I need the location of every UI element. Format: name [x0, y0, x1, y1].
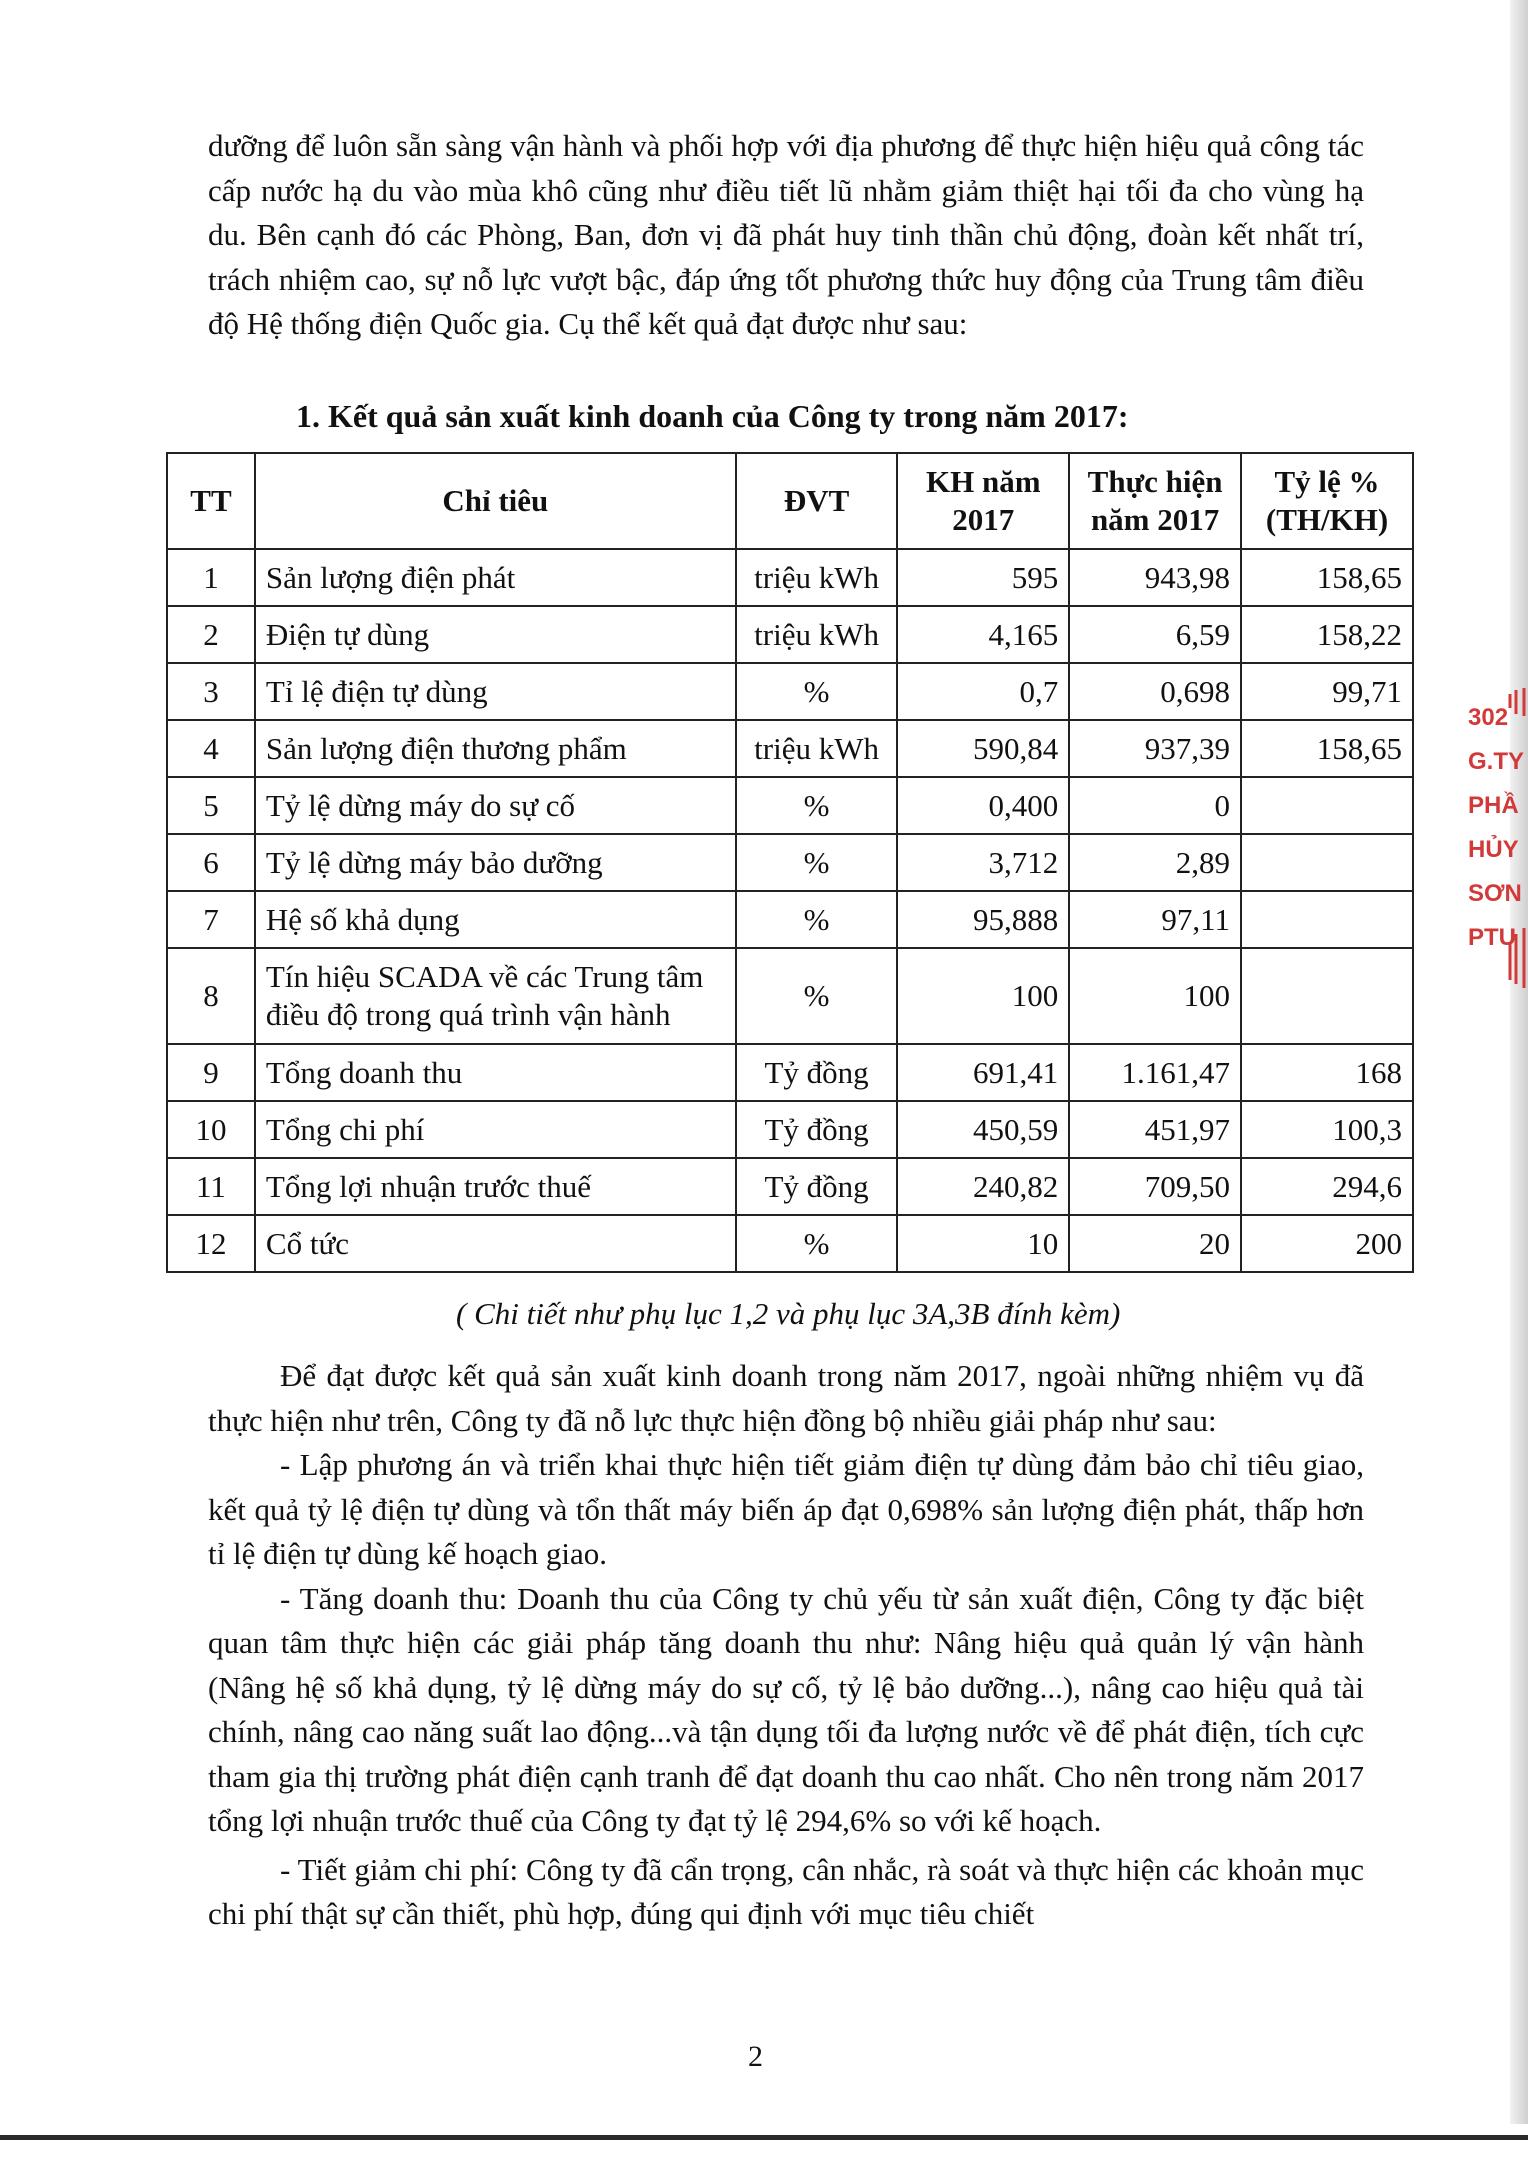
stamp-fragment: G.TY: [1468, 748, 1525, 775]
stamp-fragment: 302: [1468, 704, 1509, 731]
header-ratio: Tỷ lệ % (TH/KH): [1241, 453, 1413, 549]
cell-ratio: 99,71: [1241, 663, 1413, 720]
table-row: [167, 1101, 1413, 1158]
cell-plan: 0,7: [897, 663, 1069, 720]
cell-actual: 0: [1069, 777, 1241, 834]
cell-actual: 6,59: [1069, 606, 1241, 663]
cell-ratio: 158,65: [1241, 720, 1413, 777]
stamp-fragment: SƠN: [1468, 880, 1522, 907]
cell-ratio: [1241, 777, 1413, 834]
cell-unit: %: [736, 663, 898, 720]
cell-tt: 7: [167, 891, 255, 948]
stamp-text: [1468, 696, 1524, 960]
header-tt: TT: [167, 453, 255, 549]
header-name: Chỉ tiêu: [255, 453, 736, 549]
cell-unit: %: [736, 891, 898, 948]
table-row: [167, 1044, 1413, 1101]
cell-plan: 450,59: [897, 1101, 1069, 1158]
cell-plan: 595: [897, 549, 1069, 606]
cell-plan: 100: [897, 948, 1069, 1044]
cell-name: Tổng chi phí: [255, 1101, 736, 1158]
table-note: ( Chi tiết như phụ lục 1,2 và phụ lục 3A,3B đính kèm): [456, 1296, 1121, 1331]
cell-name: Điện tự dùng: [255, 606, 736, 663]
cell-ratio: 200: [1241, 1215, 1413, 1272]
cell-actual: 2,89: [1069, 834, 1241, 891]
cell-plan: 590,84: [897, 720, 1069, 777]
cell-actual: 943,98: [1069, 549, 1241, 606]
page-number: 2: [748, 2040, 763, 2073]
cell-tt: 11: [167, 1158, 255, 1215]
table-row: [167, 834, 1413, 891]
table-row: [167, 606, 1413, 663]
stamp-fragment: HỦY: [1468, 836, 1519, 863]
cell-tt: 10: [167, 1101, 255, 1158]
cell-name: Tổng lợi nhuận trước thuế: [255, 1158, 736, 1215]
paragraph: - Lập phương án và triển khai thực hiện tiết giảm điện tự dùng đảm bảo chỉ tiêu giao, kết quả tỷ lệ điện tự dùng và tổn thất máy biến áp đạt 0,698% sản lượng điện phát, thấp hơn tỉ lệ điện tự dùng kế hoạch giao.: [208, 1447, 1364, 1571]
header-unit: ĐVT: [736, 453, 898, 549]
cell-actual: 0,698: [1069, 663, 1241, 720]
cell-name: Tín hiệu SCADA về các Trung tâm điều độ trong quá trình vận hành: [255, 948, 736, 1044]
body-paragraphs: [208, 1354, 1364, 1937]
cell-plan: 691,41: [897, 1044, 1069, 1101]
cell-unit: %: [736, 834, 898, 891]
table-row: [167, 663, 1413, 720]
table-row: [167, 720, 1413, 777]
cell-tt: 6: [167, 834, 255, 891]
cell-name: Sản lượng điện phát: [255, 549, 736, 606]
cell-ratio: 100,3: [1241, 1101, 1413, 1158]
page-bottom-edge: [0, 2124, 1528, 2160]
table-row: [167, 891, 1413, 948]
cell-tt: 1: [167, 549, 255, 606]
page-edge-shadow: [1510, 0, 1528, 2160]
red-stamp-fragment: [1466, 688, 1526, 988]
table-row: [167, 948, 1413, 1044]
header-actual: Thực hiện năm 2017: [1069, 453, 1241, 549]
cell-actual: 1.161,47: [1069, 1044, 1241, 1101]
cell-name: Tỷ lệ dừng máy do sự cố: [255, 777, 736, 834]
table-header-row: [167, 453, 1413, 549]
cell-unit: %: [736, 948, 898, 1044]
paragraph: Để đạt được kết quả sản xuất kinh doanh trong năm 2017, ngoài những nhiệm vụ đã thực hiện như trên, Công ty đã nỗ lực thực hiện đồng bộ nhiều giải pháp như sau:: [208, 1358, 1364, 1438]
cell-unit: triệu kWh: [736, 606, 898, 663]
cell-name: Tỷ lệ dừng máy bảo dưỡng: [255, 834, 736, 891]
cell-tt: 5: [167, 777, 255, 834]
cell-tt: 8: [167, 948, 255, 1044]
header-plan: KH năm 2017: [897, 453, 1069, 549]
cell-ratio: 158,65: [1241, 549, 1413, 606]
cell-unit: Tỷ đồng: [736, 1158, 898, 1215]
cell-name: Cổ tức: [255, 1215, 736, 1272]
cell-unit: %: [736, 777, 898, 834]
cell-ratio: [1241, 891, 1413, 948]
cell-unit: triệu kWh: [736, 720, 898, 777]
cell-plan: 240,82: [897, 1158, 1069, 1215]
cell-name: Hệ số khả dụng: [255, 891, 736, 948]
cell-unit: Tỷ đồng: [736, 1101, 898, 1158]
results-table: [166, 452, 1414, 1273]
section-heading: 1. Kết quả sản xuất kinh doanh của Công ty trong năm 2017:: [296, 398, 1129, 434]
cell-ratio: 158,22: [1241, 606, 1413, 663]
cell-tt: 4: [167, 720, 255, 777]
cell-tt: 3: [167, 663, 255, 720]
cell-tt: 9: [167, 1044, 255, 1101]
table-row: [167, 549, 1413, 606]
cell-name: Tổng doanh thu: [255, 1044, 736, 1101]
table-row: [167, 1215, 1413, 1272]
cell-plan: 10: [897, 1215, 1069, 1272]
cell-name: Tỉ lệ điện tự dùng: [255, 663, 736, 720]
cell-plan: 4,165: [897, 606, 1069, 663]
table-body: [167, 549, 1413, 1272]
cell-actual: 20: [1069, 1215, 1241, 1272]
cell-tt: 2: [167, 606, 255, 663]
table-row: [167, 1158, 1413, 1215]
cell-ratio: 168: [1241, 1044, 1413, 1101]
cell-plan: 3,712: [897, 834, 1069, 891]
stamp-fragment: PHẦ: [1468, 792, 1519, 819]
cell-ratio: [1241, 834, 1413, 891]
cell-unit: triệu kWh: [736, 549, 898, 606]
stamp-fragment: PTU: [1468, 924, 1516, 951]
cell-tt: 12: [167, 1215, 255, 1272]
cell-ratio: [1241, 948, 1413, 1044]
intro-paragraph: dưỡng để luôn sẵn sàng vận hành và phối hợp với địa phương để thực hiện hiệu quả công tác cấp nước hạ du vào mùa khô cũng như điều tiết lũ nhằm giảm thiệt hại tối đa cho vùng hạ du. Bên cạnh đó các Phòng, Ban, đơn vị đã phát huy tinh thần chủ động, đoàn kết nhất trí, trách nhiệm cao, sự nỗ lực vượt bậc, đáp ứng tốt phương thức huy động của Trung tâm điều độ Hệ thống điện Quốc gia. Cụ thể kết quả đạt được như sau:: [208, 128, 1364, 341]
cell-ratio: 294,6: [1241, 1158, 1413, 1215]
cell-actual: 100: [1069, 948, 1241, 1044]
table-row: [167, 777, 1413, 834]
cell-actual: 97,11: [1069, 891, 1241, 948]
cell-actual: 451,97: [1069, 1101, 1241, 1158]
paragraph: - Tiết giảm chi phí: Công ty đã cẩn trọng, cân nhắc, rà soát và thực hiện các khoản mục chi phí thật sự cần thiết, phù hợp, đúng qui định với mục tiêu chiết: [208, 1851, 1364, 1931]
cell-unit: Tỷ đồng: [736, 1044, 898, 1101]
cell-name: Sản lượng điện thương phẩm: [255, 720, 736, 777]
cell-unit: %: [736, 1215, 898, 1272]
cell-actual: 709,50: [1069, 1158, 1241, 1215]
cell-plan: 0,400: [897, 777, 1069, 834]
cell-actual: 937,39: [1069, 720, 1241, 777]
paragraph: - Tăng doanh thu: Doanh thu của Công ty chủ yếu từ sản xuất điện, Công ty đặc biệt quan tâm thực hiện các giải pháp tăng doanh thu như: Nâng hiệu quả quản lý vận hành (Nâng hệ số khả dụng, tỷ lệ dừng máy do sự cố, tỷ lệ bảo dưỡng...), nâng cao hiệu quả tài chính, nâng cao năng suất lao động...và tận dụng tối đa lượng nước về để phát điện, tích cực tham gia thị trường phát điện cạnh tranh để đạt doanh thu cao nhất. Cho nên trong năm 2017 tổng lợi nhuận trước thuế của Công ty đạt tỷ lệ 294,6% so với kế hoạch.: [208, 1580, 1364, 1838]
cell-plan: 95,888: [897, 891, 1069, 948]
